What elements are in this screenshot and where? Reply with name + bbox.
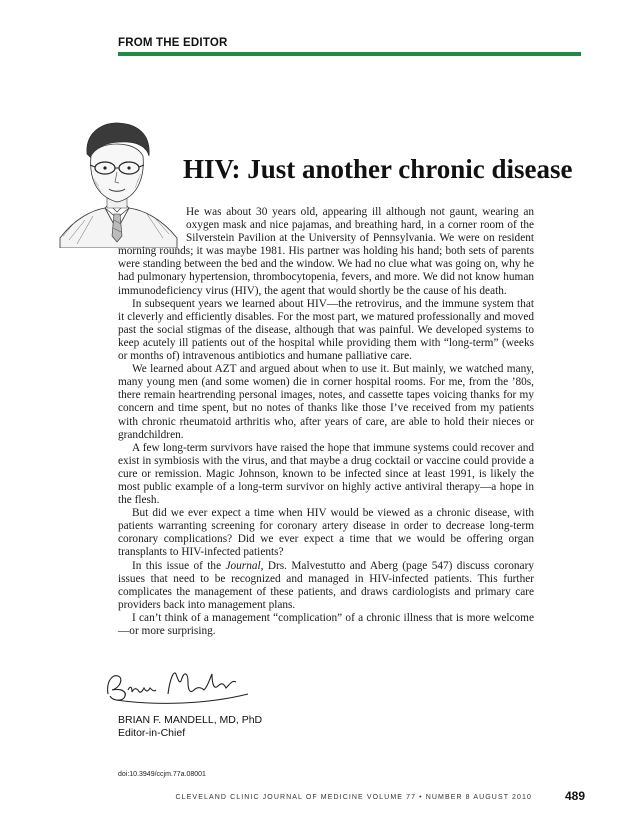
doi-link[interactable]: doi:10.3949/ccjm.77a.08001 <box>118 771 206 778</box>
journal-name: Journal <box>225 559 261 572</box>
article-title: HIV: Just another chronic disease <box>183 154 573 184</box>
paragraph: I can’t think of a management “complication” of a chronic illness that is more welcome—or more surprising. <box>118 611 534 637</box>
running-footer: CLEVELAND CLINIC JOURNAL OF MEDICINE VOLUME 77 • NUMBER 8 AUGUST 2010 <box>175 794 532 801</box>
paragraph: He was about 30 years old, appearing ill although not gaunt, wearing an oxygen mask and nice pajamas, and breathing hard, in a corner room of the Silverstein Pavilion at the University of Pennsylvania. We were on resident morning rounds; it was maybe 1981. His partner was holding his hand; both sets of parents were standing between the bed and the window. We had no clue what was going on, why he had pulmonary hypertension, thrombocytopenia, fevers, and more. We did not know human immunodeficiency virus (HIV), the agent that would shortly be the cause of his death. <box>118 206 534 297</box>
paragraph: A few long-term survivors have raised the hope that immune systems could recover and exist in symbiosis with the virus, and that maybe a drug cocktail or vaccine could provide a cure or remission. Magic Johnson, known to be infected since at least 1991, is likely the most public example of a long-term survivor on highly active antiviral therapy—a hope in the flesh. <box>118 441 534 507</box>
section-rule <box>118 52 581 56</box>
author-block <box>118 714 262 740</box>
paragraph <box>118 560 534 612</box>
article-body <box>118 206 534 638</box>
paragraph: We learned about AZT and argued about when to use it. But mainly, we watched many, many young men (and some women) die in corner hospital rooms. For me, from the ’80s, there remain heartrending personal images, notes, and cassette tapes voicing thanks for my concern and time spent, but no notes of thanks like those I’ve received from my patients with chronic rheumatoid arthritis who, after years of care, are able to hold their nieces or grandchildren. <box>118 363 534 441</box>
paragraph: But did we ever expect a time when HIV would be viewed as a chronic disease, with patients warranting screening for coronary artery disease in order to decrease long-term coronary complications? Did we ever expect a time that we would be offering organ transplants to HIV-infected patients? <box>118 507 534 559</box>
author-role: Editor-in-Chief <box>118 727 186 739</box>
paragraph: In subsequent years we learned about HIV—the retrovirus, and the immune system that it cleverly and efficiently disables. For the most part, we matured professionally and moved past the social stigmas of the disease, although that was painful. We developed systems to keep acutely ill patients out of the hospital while providing them with “long-term” (weeks or months of) intravenous antibiotics and humane palliative care. <box>118 297 534 363</box>
author-name: BRIAN F. MANDELL, MD, PhD <box>118 714 263 726</box>
paragraph-text: In this issue of the <box>132 559 226 572</box>
page-number: 489 <box>565 789 586 803</box>
editor-signature <box>98 660 258 710</box>
section-label: FROM THE EDITOR <box>118 37 228 49</box>
paragraph-text: , Drs. Malvestutto and Aberg (page 547) discuss coronary issues that need to be recognized and managed in HIV-infected patients. This further complicates the management of these patients, and draws cardiologists and primary care providers back into management plans. <box>118 559 534 611</box>
